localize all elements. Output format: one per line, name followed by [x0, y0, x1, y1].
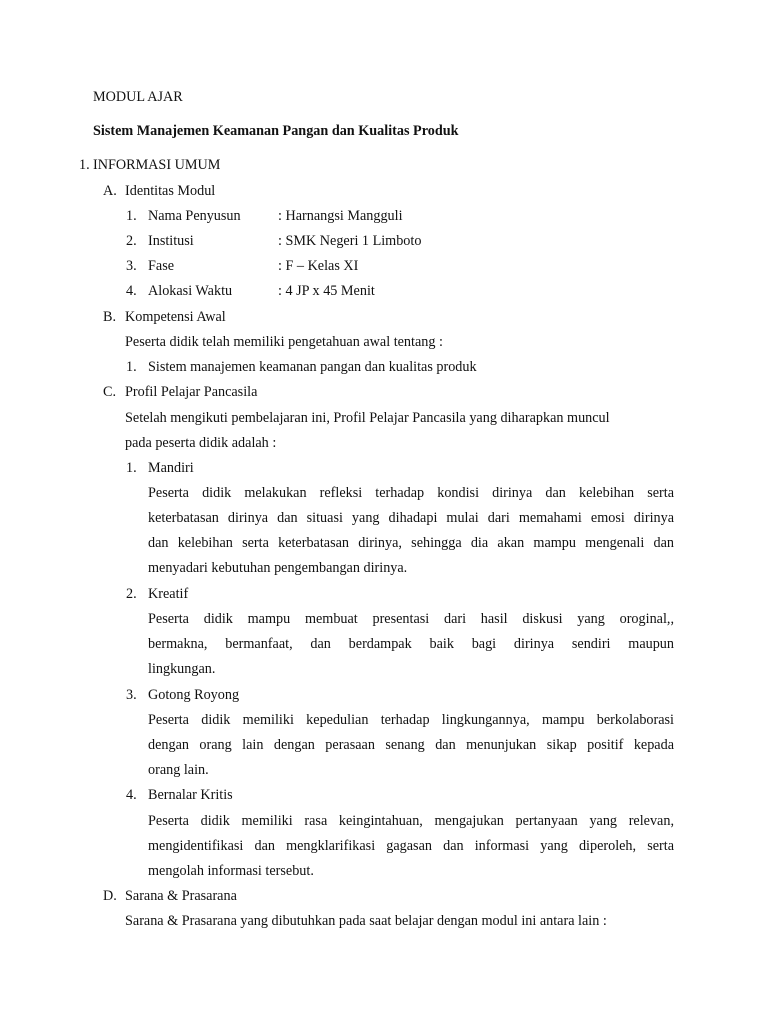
profile-desc-line: lingkungan.: [148, 661, 216, 677]
subsection-letter-c: C.: [103, 384, 117, 400]
identity-num: 2.: [126, 233, 137, 249]
subsection-letter-b: B.: [103, 309, 117, 325]
identity-value: : F – Kelas XI: [278, 258, 359, 274]
profile-desc-line: menyadari kebutuhan pengembangan dirinya.: [148, 560, 408, 576]
profile-desc-line: Peserta didik mampu membuat presentasi dari hasil diskusi yang oroginal,,: [148, 611, 674, 627]
identity-label: Nama Penyusun: [148, 208, 241, 224]
identity-num: 4.: [126, 283, 137, 299]
section-title: INFORMASI UMUM: [93, 157, 221, 173]
profile-num: 3.: [126, 687, 137, 703]
identity-value: : Harnangsi Mangguli: [278, 208, 403, 224]
identity-value: : 4 JP x 45 Menit: [278, 283, 375, 299]
subsection-letter-a: A.: [103, 183, 117, 199]
competency-intro: Peserta didik telah memiliki pengetahuan awal tentang :: [125, 334, 443, 350]
profile-desc-line: Peserta didik memiliki kepedulian terhadap lingkungannya, mampu berkolaborasi: [148, 712, 674, 728]
profile-intro-line: Setelah mengikuti pembelajaran ini, Profil Pelajar Pancasila yang diharapkan muncul: [125, 410, 610, 426]
identity-num: 1.: [126, 208, 137, 224]
profile-desc-line: bermakna, bermanfaat, dan berdampak baik bagi dirinya sendiri maupun: [148, 636, 674, 652]
profile-num: 4.: [126, 787, 137, 803]
module-title: Sistem Manajemen Keamanan Pangan dan Kualitas Produk: [93, 123, 459, 139]
section-number: 1.: [79, 157, 90, 173]
subsection-title-a: Identitas Modul: [125, 183, 216, 199]
identity-label: Institusi: [148, 233, 194, 249]
profile-desc-line: Peserta didik memiliki rasa keingintahuan, mengajukan pertanyaan yang relevan,: [148, 813, 674, 829]
profile-desc-line: Peserta didik melakukan refleksi terhadap kondisi dirinya dan kelebihan serta: [148, 485, 674, 501]
profile-title: Bernalar Kritis: [148, 787, 233, 803]
identity-value: : SMK Negeri 1 Limboto: [278, 233, 422, 249]
subsection-title-b: Kompetensi Awal: [125, 309, 226, 325]
profile-title: Gotong Royong: [148, 687, 240, 703]
profile-num: 2.: [126, 586, 137, 602]
competency-num: 1.: [126, 359, 137, 375]
subsection-letter-d: D.: [103, 888, 117, 904]
subsection-title-c: Profil Pelajar Pancasila: [125, 384, 258, 400]
profile-title: Kreatif: [148, 586, 189, 602]
subsection-title-d: Sarana & Prasarana: [125, 888, 237, 904]
profile-desc-line: mengidentifikasi dan mengklarifikasi gagasan dan informasi yang diperoleh, serta: [148, 838, 674, 854]
profile-num: 1.: [126, 460, 137, 476]
profile-desc-line: keterbatasan dirinya dan situasi yang dihadapi mulai dari memahami emosi dirinya: [148, 510, 674, 526]
profile-title: Mandiri: [148, 460, 194, 476]
identity-label: Alokasi Waktu: [148, 283, 233, 299]
profile-desc-line: dengan orang lain dengan perasaan senang dan menunjukan sikap positif kepada: [148, 737, 674, 753]
identity-label: Fase: [148, 258, 175, 274]
competency-item: Sistem manajemen keamanan pangan dan kualitas produk: [148, 359, 477, 375]
profile-desc-line: orang lain.: [148, 762, 209, 778]
profile-desc-line: dan kelebihan serta keterbatasan dirinya, sehingga dia akan mampu mengenali dan: [148, 535, 674, 551]
facilities-intro: Sarana & Prasarana yang dibutuhkan pada saat belajar dengan modul ini antara lain :: [125, 913, 607, 929]
identity-num: 3.: [126, 258, 137, 274]
profile-desc-line: mengolah informasi tersebut.: [148, 863, 314, 879]
profile-intro-line: pada peserta didik adalah :: [125, 435, 277, 451]
module-label: MODUL AJAR: [93, 89, 183, 105]
